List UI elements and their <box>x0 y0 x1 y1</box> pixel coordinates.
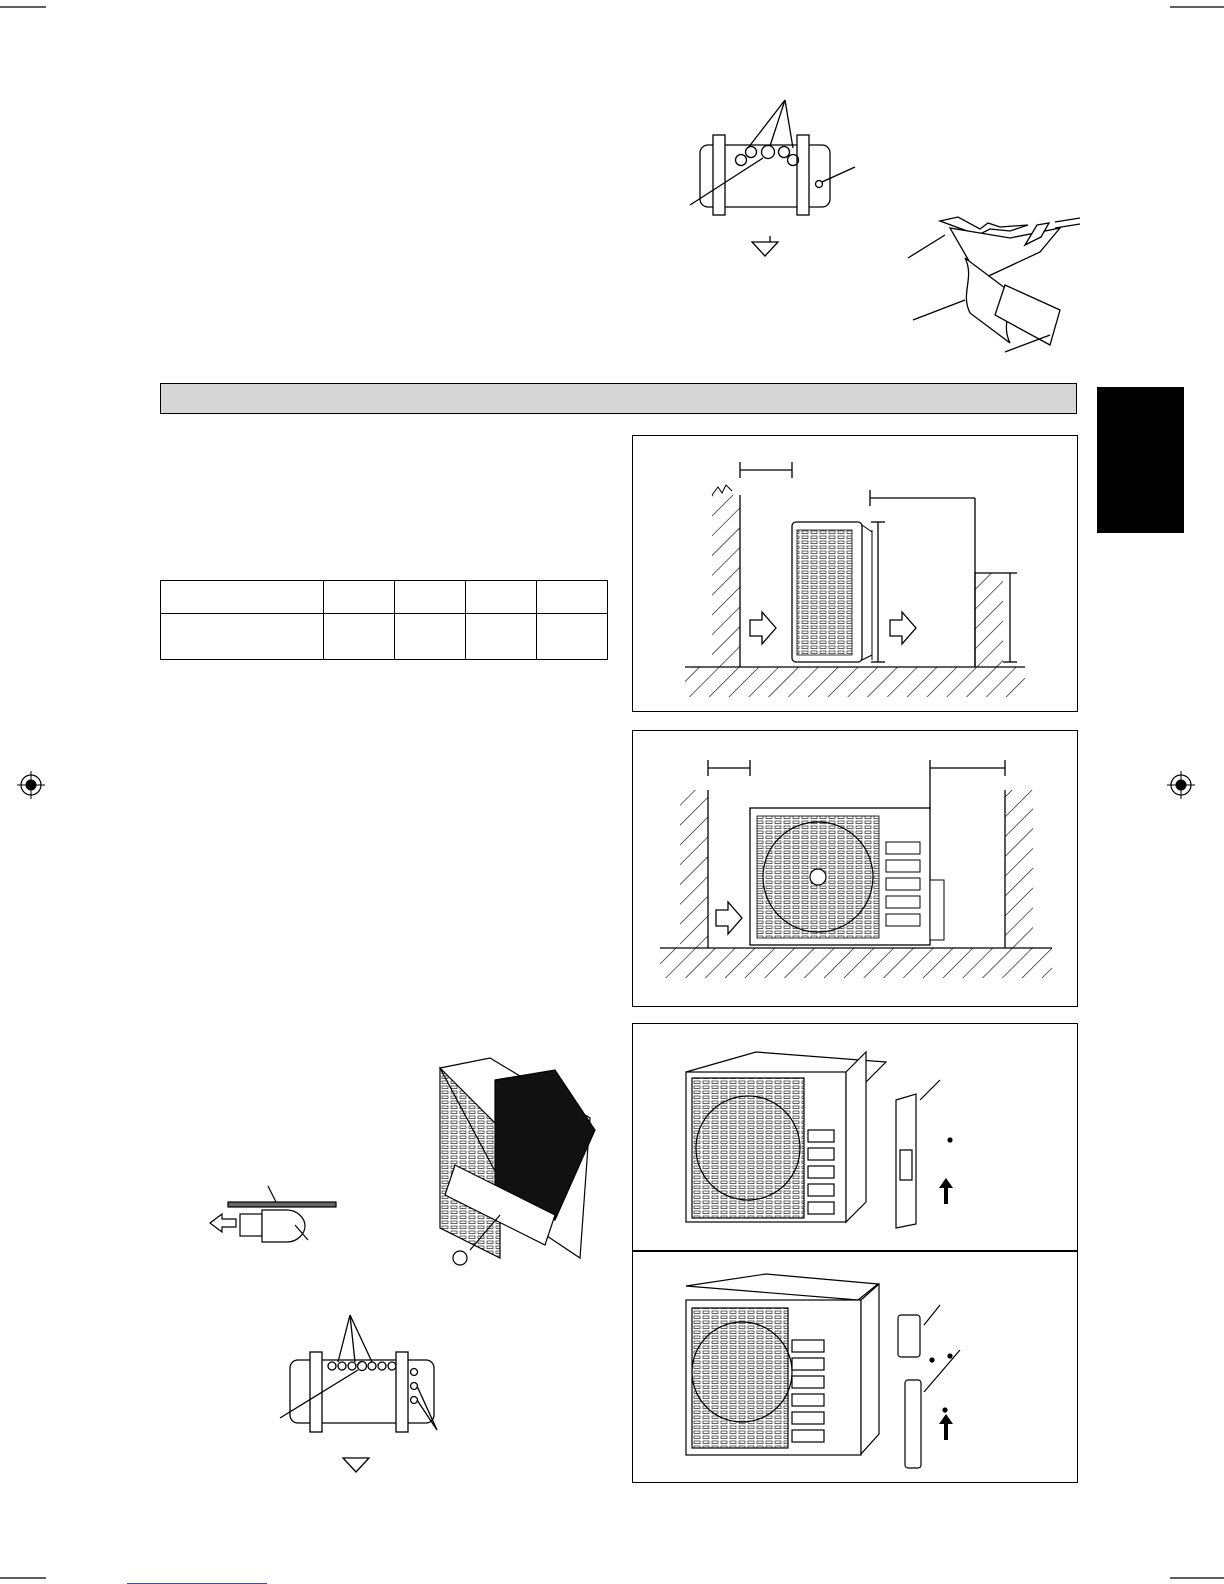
registration-mark-icon <box>17 771 45 799</box>
registration-mark-icon <box>1167 771 1195 799</box>
down-arrow-icon <box>752 236 778 256</box>
drain-plug-detail <box>210 1186 336 1242</box>
cover-install-diagram-a <box>686 1052 952 1228</box>
airflow-arrow-icon <box>890 612 916 644</box>
airflow-arrow-icon <box>750 612 776 644</box>
up-arrow-icon <box>939 1178 953 1204</box>
base-plate-diagram-top <box>690 100 855 215</box>
tilted-unit-illustration <box>440 1058 595 1265</box>
cover-install-diagram-b <box>686 1274 960 1468</box>
front-clearance-diagram <box>660 760 1052 978</box>
base-plate-diagram-bottom <box>280 1315 437 1432</box>
down-arrow-icon <box>343 1458 369 1472</box>
up-arrow-icon <box>939 1414 953 1440</box>
drain-hose-diagram <box>908 217 1080 352</box>
side-clearance-diagram <box>685 462 1025 697</box>
airflow-arrow-icon <box>716 902 742 934</box>
